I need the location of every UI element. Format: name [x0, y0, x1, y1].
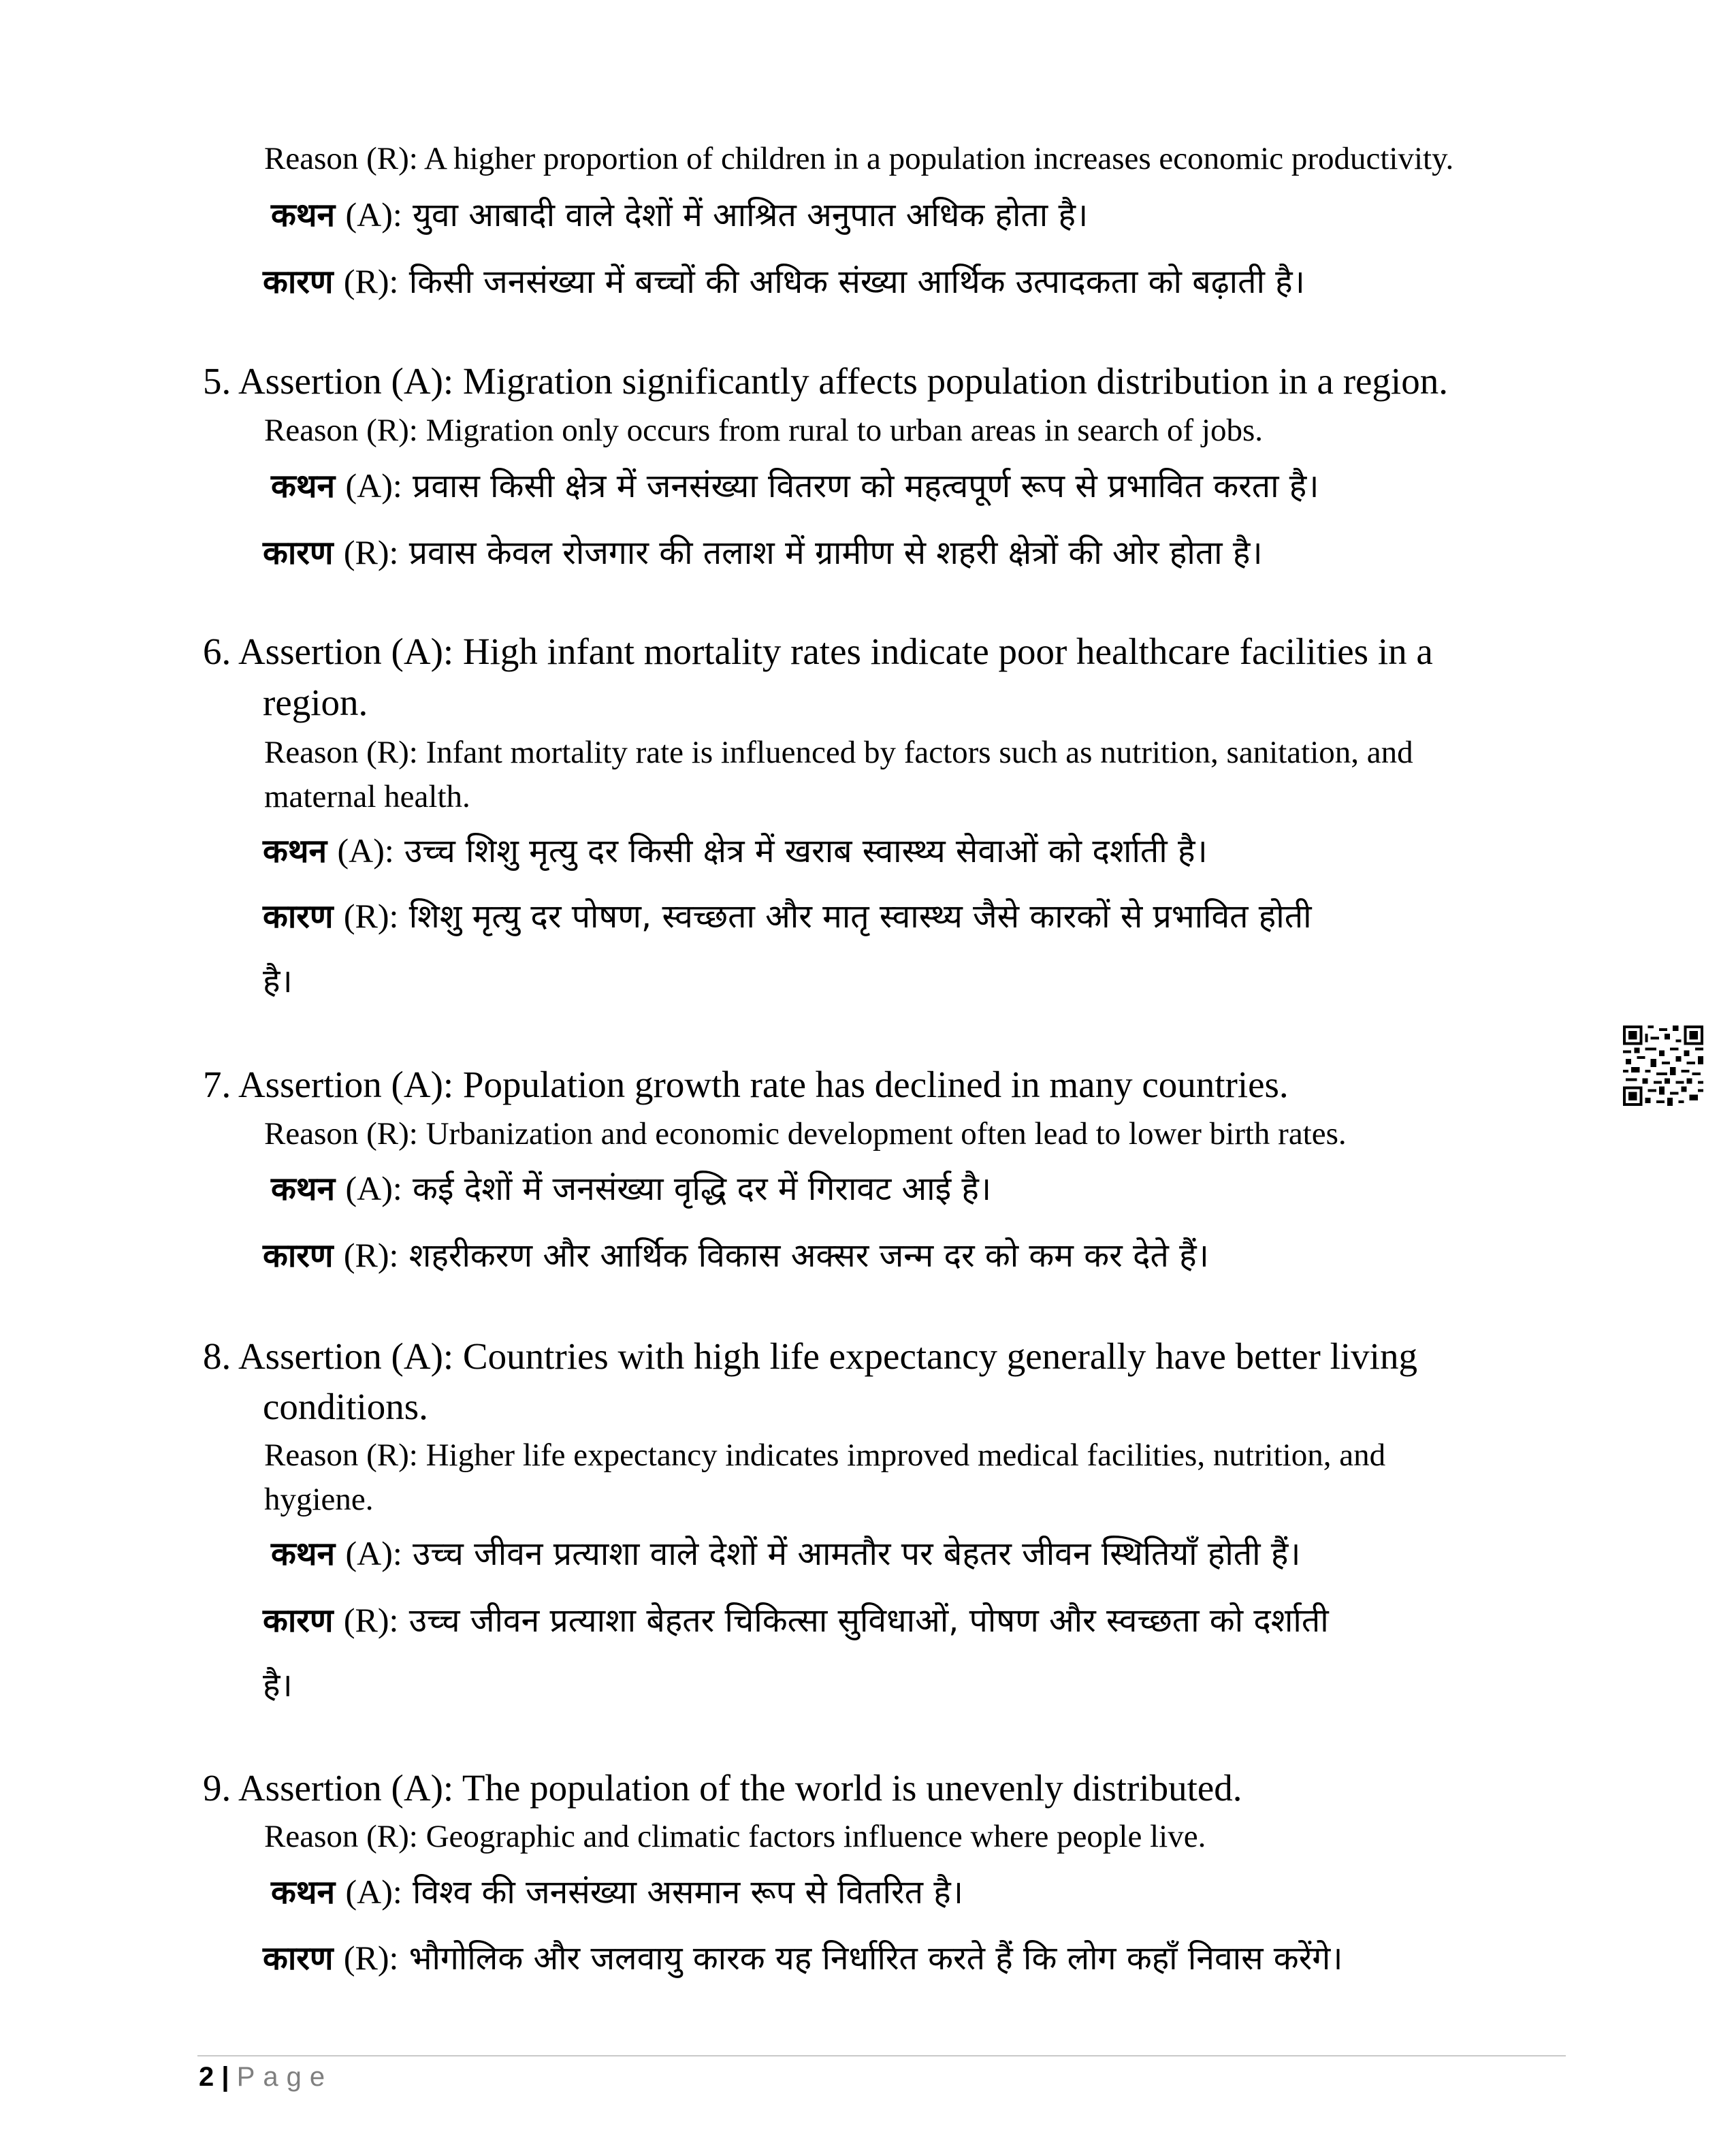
q9-assertion: 9. Assertion (A): The population of the world is unevenly distributed. [203, 1767, 1242, 1809]
q8-reason-line1: Reason (R): Higher life expectancy indicates improved medical facilities, nutrition, and [264, 1437, 1386, 1473]
q9-reason: Reason (R): Geographic and climatic factors influence where people live. [264, 1819, 1206, 1854]
intro-kathan: कथन (A): युवा आबादी वाले देशों में आश्रित अनुपात अधिक होता है। [271, 195, 1089, 234]
footer-divider [197, 2055, 1566, 2056]
intro-karan: कारण (R): किसी जनसंख्या में बच्चों की अधिक संख्या आर्थिक उत्पादकता को बढ़ाती है। [263, 262, 1305, 301]
q7-assertion: 7. Assertion (A): Population growth rate has declined in many countries. [203, 1064, 1289, 1105]
kathan-label: कथन [271, 1170, 336, 1208]
q6-karan-line2: है। [263, 962, 293, 1000]
karan-label: कारण [263, 263, 334, 301]
q5-karan: कारण (R): प्रवास केवल रोजगार की तलाश में ग्रामीण से शहरी क्षेत्रों की ओर होता है। [263, 533, 1263, 572]
karan-label: कारण [263, 1602, 334, 1640]
q9-karan: कारण (R): भौगोलिक और जलवायु कारक यह निर्धारित करते हैं कि लोग कहाँ निवास करेंगे। [263, 1939, 1343, 1977]
q6-assertion-line2: region. [263, 682, 368, 723]
q8-reason-line2: hygiene. [264, 1482, 374, 1517]
karan-label: कारण [263, 1939, 334, 1977]
q8-assertion-line2: conditions. [263, 1386, 428, 1427]
karan-label: कारण [263, 534, 334, 572]
footer-separator: | [221, 2062, 229, 2092]
q7-karan: कारण (R): शहरीकरण और आर्थिक विकास अक्सर जन्म दर को कम कर देते हैं। [263, 1236, 1209, 1275]
q6-kathan: कथन (A): उच्च शिशु मृत्यु दर किसी क्षेत्र में खराब स्वास्थ्य सेवाओं को दर्शाती है। [263, 831, 1208, 870]
kathan-label: कथन [271, 196, 336, 234]
q6-karan: कारण (R): शिशु मृत्यु दर पोषण, स्वच्छता और मातृ स्वास्थ्य जैसे कारकों से प्रभावित होती [263, 897, 1312, 936]
q6-assertion-line1: 6. Assertion (A): High infant mortality rates indicate poor healthcare facilities in a [203, 631, 1433, 672]
q6-reason-line2: maternal health. [264, 779, 470, 814]
q9-kathan: कथन (A): विश्व की जनसंख्या असमान रूप से वितरित है। [271, 1873, 963, 1911]
q7-kathan: कथन (A): कई देशों में जनसंख्या वृद्धि दर में गिरावट आई है। [271, 1169, 992, 1208]
karan-label: कारण [263, 897, 334, 936]
q5-kathan: कथन (A): प्रवास किसी क्षेत्र में जनसंख्या वितरण को महत्वपूर्ण रूप से प्रभावित करता है। [271, 466, 1319, 505]
q8-karan: कारण (R): उच्च जीवन प्रत्याशा बेहतर चिकित्सा सुविधाओं, पोषण और स्वच्छता को दर्शाती [263, 1601, 1329, 1640]
kathan-label: कथन [271, 1535, 336, 1573]
qr-code-icon[interactable] [1623, 1026, 1703, 1106]
q8-assertion-line1: 8. Assertion (A): Countries with high life expectancy generally have better living [203, 1335, 1417, 1377]
q8-kathan: कथन (A): उच्च जीवन प्रत्याशा वाले देशों में आमतौर पर बेहतर जीवन स्थितियाँ होती हैं। [271, 1534, 1301, 1573]
page-footer [199, 2062, 333, 2093]
karan-label: कारण [263, 1237, 334, 1275]
q6-reason-line1: Reason (R): Infant mortality rate is influenced by factors such as nutrition, sanitation, and [264, 735, 1413, 770]
kathan-label: कथन [271, 1873, 336, 1911]
kathan-label: कथन [263, 832, 327, 870]
page-number: 2 [199, 2062, 214, 2092]
intro-reason: Reason (R): A higher proportion of children in a population increases economic productivity. [264, 141, 1454, 176]
q8-karan-line2: है। [263, 1666, 293, 1704]
kathan-label: कथन [271, 467, 336, 505]
page-label: Page [236, 2062, 334, 2092]
q7-reason: Reason (R): Urbanization and economic development often lead to lower birth rates. [264, 1116, 1347, 1151]
q5-assertion: 5. Assertion (A): Migration significantly affects population distribution in a region. [203, 360, 1448, 402]
q5-reason: Reason (R): Migration only occurs from rural to urban areas in search of jobs. [264, 413, 1264, 448]
